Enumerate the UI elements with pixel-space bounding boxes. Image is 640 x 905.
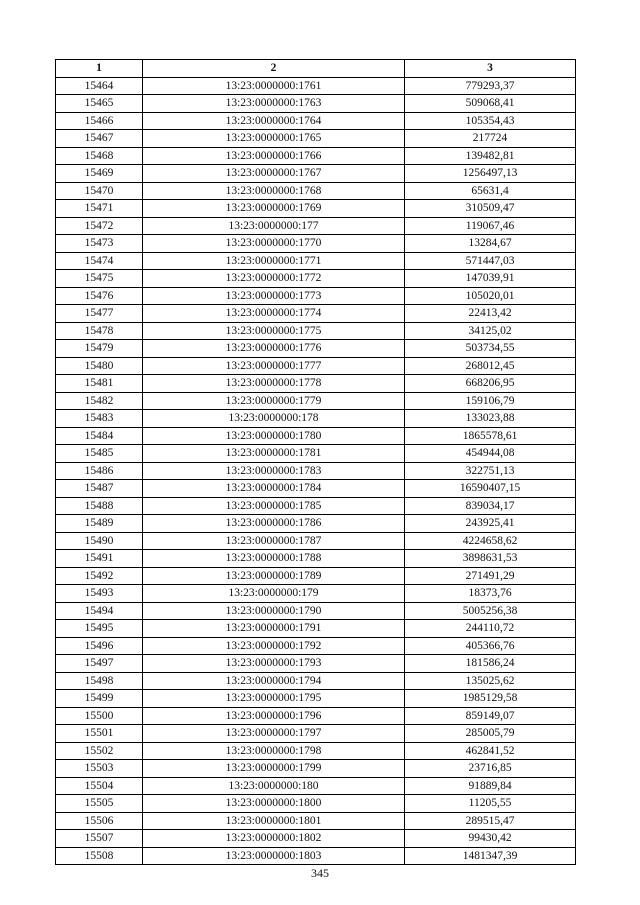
table-row — [56, 812, 576, 830]
row-number-cell: 15474 — [56, 252, 143, 270]
row-number-cell: 15493 — [56, 585, 143, 603]
table-row — [56, 550, 576, 568]
cadastral-number-cell: 13:23:0000000:1763 — [143, 95, 405, 113]
cadastral-number-cell: 13:23:0000000:1765 — [143, 130, 405, 148]
cadastral-number-cell: 13:23:0000000:1778 — [143, 375, 405, 393]
value-cell: 3898631,53 — [405, 550, 576, 568]
table-row — [56, 830, 576, 848]
value-cell: 135025,62 — [405, 672, 576, 690]
header-row — [56, 60, 576, 78]
value-cell: 65631,4 — [405, 182, 576, 200]
row-number-cell: 15508 — [56, 847, 143, 865]
table-row — [56, 585, 576, 603]
row-number-cell: 15506 — [56, 812, 143, 830]
row-number-cell: 15464 — [56, 77, 143, 95]
cadastral-number-cell: 13:23:0000000:1793 — [143, 655, 405, 673]
table-row — [56, 480, 576, 498]
row-number-cell: 15504 — [56, 777, 143, 795]
cadastral-number-cell: 13:23:0000000:1773 — [143, 287, 405, 305]
value-cell: 11205,55 — [405, 795, 576, 813]
row-number-cell: 15469 — [56, 165, 143, 183]
cadastral-number-cell: 13:23:0000000:1796 — [143, 707, 405, 725]
table-row — [56, 322, 576, 340]
row-number-cell: 15481 — [56, 375, 143, 393]
table-row — [56, 637, 576, 655]
value-cell: 5005256,38 — [405, 602, 576, 620]
value-cell: 34125,02 — [405, 322, 576, 340]
cadastral-number-cell: 13:23:0000000:1767 — [143, 165, 405, 183]
value-cell: 405366,76 — [405, 637, 576, 655]
table-row — [56, 147, 576, 165]
table-row — [56, 357, 576, 375]
table-row — [56, 287, 576, 305]
value-cell: 268012,45 — [405, 357, 576, 375]
table-row — [56, 410, 576, 428]
cadastral-number-cell: 13:23:0000000:1799 — [143, 760, 405, 778]
cadastral-number-cell: 13:23:0000000:177 — [143, 217, 405, 235]
value-cell: 91889,84 — [405, 777, 576, 795]
value-cell: 181586,24 — [405, 655, 576, 673]
value-cell: 99430,42 — [405, 830, 576, 848]
value-cell: 509068,41 — [405, 95, 576, 113]
value-cell: 289515,47 — [405, 812, 576, 830]
cadastral-number-cell: 13:23:0000000:1790 — [143, 602, 405, 620]
row-number-cell: 15490 — [56, 532, 143, 550]
table-row — [56, 392, 576, 410]
value-cell: 139482,81 — [405, 147, 576, 165]
table-row — [56, 602, 576, 620]
table-row — [56, 77, 576, 95]
row-number-cell: 15468 — [56, 147, 143, 165]
row-number-cell: 15507 — [56, 830, 143, 848]
table-row — [56, 690, 576, 708]
value-cell: 23716,85 — [405, 760, 576, 778]
table-row — [56, 112, 576, 130]
page-number: 345 — [311, 866, 329, 880]
row-number-cell: 15501 — [56, 725, 143, 743]
row-number-cell: 15484 — [56, 427, 143, 445]
table-row — [56, 427, 576, 445]
cadastral-number-cell: 13:23:0000000:180 — [143, 777, 405, 795]
value-cell: 285005,79 — [405, 725, 576, 743]
table-row — [56, 270, 576, 288]
row-number-cell: 15477 — [56, 305, 143, 323]
row-number-cell: 15470 — [56, 182, 143, 200]
cadastral-number-cell: 13:23:0000000:1766 — [143, 147, 405, 165]
table-row — [56, 760, 576, 778]
table-row — [56, 200, 576, 218]
value-cell: 105020,01 — [405, 287, 576, 305]
value-cell: 310509,47 — [405, 200, 576, 218]
value-cell: 839034,17 — [405, 497, 576, 515]
row-number-cell: 15500 — [56, 707, 143, 725]
column-header-1: 1 — [56, 60, 143, 78]
value-cell: 16590407,15 — [405, 480, 576, 498]
row-number-cell: 15503 — [56, 760, 143, 778]
table-row — [56, 655, 576, 673]
table-row — [56, 620, 576, 638]
table-body — [56, 77, 576, 865]
cadastral-number-cell: 13:23:0000000:1786 — [143, 515, 405, 533]
cadastral-number-cell: 13:23:0000000:1795 — [143, 690, 405, 708]
row-number-cell: 15499 — [56, 690, 143, 708]
table-row — [56, 182, 576, 200]
cadastral-number-cell: 13:23:0000000:1772 — [143, 270, 405, 288]
cadastral-number-cell: 13:23:0000000:1803 — [143, 847, 405, 865]
row-number-cell: 15492 — [56, 567, 143, 585]
row-number-cell: 15471 — [56, 200, 143, 218]
table-row — [56, 130, 576, 148]
value-cell: 22413,42 — [405, 305, 576, 323]
cadastral-number-cell: 13:23:0000000:1780 — [143, 427, 405, 445]
table-row — [56, 532, 576, 550]
value-cell: 18373,76 — [405, 585, 576, 603]
row-number-cell: 15496 — [56, 637, 143, 655]
row-number-cell: 15489 — [56, 515, 143, 533]
cadastral-number-cell: 13:23:0000000:1761 — [143, 77, 405, 95]
cadastral-number-cell: 13:23:0000000:1779 — [143, 392, 405, 410]
table-row — [56, 462, 576, 480]
cadastral-number-cell: 13:23:0000000:1788 — [143, 550, 405, 568]
table-row — [56, 515, 576, 533]
row-number-cell: 15479 — [56, 340, 143, 358]
row-number-cell: 15480 — [56, 357, 143, 375]
row-number-cell: 15486 — [56, 462, 143, 480]
table-header — [56, 60, 576, 78]
cadastral-number-cell: 13:23:0000000:1764 — [143, 112, 405, 130]
row-number-cell: 15485 — [56, 445, 143, 463]
row-number-cell: 15494 — [56, 602, 143, 620]
value-cell: 322751,13 — [405, 462, 576, 480]
value-cell: 1481347,39 — [405, 847, 576, 865]
cadastral-number-cell: 13:23:0000000:1792 — [143, 637, 405, 655]
cadastral-number-cell: 13:23:0000000:1798 — [143, 742, 405, 760]
row-number-cell: 15475 — [56, 270, 143, 288]
cadastral-number-cell: 13:23:0000000:1802 — [143, 830, 405, 848]
value-cell: 243925,41 — [405, 515, 576, 533]
table-row — [56, 742, 576, 760]
column-header-2: 2 — [143, 60, 405, 78]
cadastral-number-cell: 13:23:0000000:1783 — [143, 462, 405, 480]
row-number-cell: 15478 — [56, 322, 143, 340]
cadastral-number-cell: 13:23:0000000:1800 — [143, 795, 405, 813]
value-cell: 462841,52 — [405, 742, 576, 760]
cadastral-number-cell: 13:23:0000000:1768 — [143, 182, 405, 200]
value-cell: 779293,37 — [405, 77, 576, 95]
value-cell: 119067,46 — [405, 217, 576, 235]
table-row — [56, 725, 576, 743]
table-row — [56, 707, 576, 725]
row-number-cell: 15498 — [56, 672, 143, 690]
table-row — [56, 375, 576, 393]
value-cell: 244110,72 — [405, 620, 576, 638]
row-number-cell: 15497 — [56, 655, 143, 673]
value-cell: 571447,03 — [405, 252, 576, 270]
cadastral-number-cell: 13:23:0000000:1784 — [143, 480, 405, 498]
value-cell: 133023,88 — [405, 410, 576, 428]
table-row — [56, 567, 576, 585]
row-number-cell: 15502 — [56, 742, 143, 760]
table-row — [56, 235, 576, 253]
cadastral-number-cell: 13:23:0000000:1776 — [143, 340, 405, 358]
cadastral-number-cell: 13:23:0000000:1785 — [143, 497, 405, 515]
data-table — [55, 59, 576, 865]
row-number-cell: 15472 — [56, 217, 143, 235]
cadastral-number-cell: 13:23:0000000:1781 — [143, 445, 405, 463]
cadastral-number-cell: 13:23:0000000:1801 — [143, 812, 405, 830]
value-cell: 1985129,58 — [405, 690, 576, 708]
value-cell: 503734,55 — [405, 340, 576, 358]
row-number-cell: 15473 — [56, 235, 143, 253]
cadastral-number-cell: 13:23:0000000:178 — [143, 410, 405, 428]
cadastral-number-cell: 13:23:0000000:1770 — [143, 235, 405, 253]
cadastral-number-cell: 13:23:0000000:1789 — [143, 567, 405, 585]
row-number-cell: 15482 — [56, 392, 143, 410]
table-row — [56, 795, 576, 813]
row-number-cell: 15488 — [56, 497, 143, 515]
table-row — [56, 95, 576, 113]
table-row — [56, 777, 576, 795]
row-number-cell: 15483 — [56, 410, 143, 428]
table-row — [56, 672, 576, 690]
row-number-cell: 15466 — [56, 112, 143, 130]
cadastral-number-cell: 13:23:0000000:1774 — [143, 305, 405, 323]
table-row — [56, 252, 576, 270]
row-number-cell: 15505 — [56, 795, 143, 813]
column-header-3: 3 — [405, 60, 576, 78]
cadastral-number-cell: 13:23:0000000:1797 — [143, 725, 405, 743]
row-number-cell: 15495 — [56, 620, 143, 638]
cadastral-number-cell: 13:23:0000000:1794 — [143, 672, 405, 690]
table-row — [56, 847, 576, 865]
cadastral-number-cell: 13:23:0000000:1791 — [143, 620, 405, 638]
row-number-cell: 15491 — [56, 550, 143, 568]
row-number-cell: 15467 — [56, 130, 143, 148]
row-number-cell: 15476 — [56, 287, 143, 305]
value-cell: 159106,79 — [405, 392, 576, 410]
table-row — [56, 165, 576, 183]
cadastral-number-cell: 13:23:0000000:1771 — [143, 252, 405, 270]
value-cell: 454944,08 — [405, 445, 576, 463]
value-cell: 271491,29 — [405, 567, 576, 585]
table-row — [56, 340, 576, 358]
table-row — [56, 497, 576, 515]
value-cell: 1256497,13 — [405, 165, 576, 183]
value-cell: 4224658,62 — [405, 532, 576, 550]
cadastral-number-cell: 13:23:0000000:179 — [143, 585, 405, 603]
row-number-cell: 15465 — [56, 95, 143, 113]
value-cell: 13284,67 — [405, 235, 576, 253]
cadastral-number-cell: 13:23:0000000:1775 — [143, 322, 405, 340]
value-cell: 668206,95 — [405, 375, 576, 393]
cadastral-number-cell: 13:23:0000000:1777 — [143, 357, 405, 375]
value-cell: 859149,07 — [405, 707, 576, 725]
cadastral-number-cell: 13:23:0000000:1769 — [143, 200, 405, 218]
table-row — [56, 217, 576, 235]
table-row — [56, 305, 576, 323]
cadastral-number-cell: 13:23:0000000:1787 — [143, 532, 405, 550]
table-row — [56, 445, 576, 463]
value-cell: 217724 — [405, 130, 576, 148]
value-cell: 147039,91 — [405, 270, 576, 288]
row-number-cell: 15487 — [56, 480, 143, 498]
value-cell: 1865578,61 — [405, 427, 576, 445]
value-cell: 105354,43 — [405, 112, 576, 130]
